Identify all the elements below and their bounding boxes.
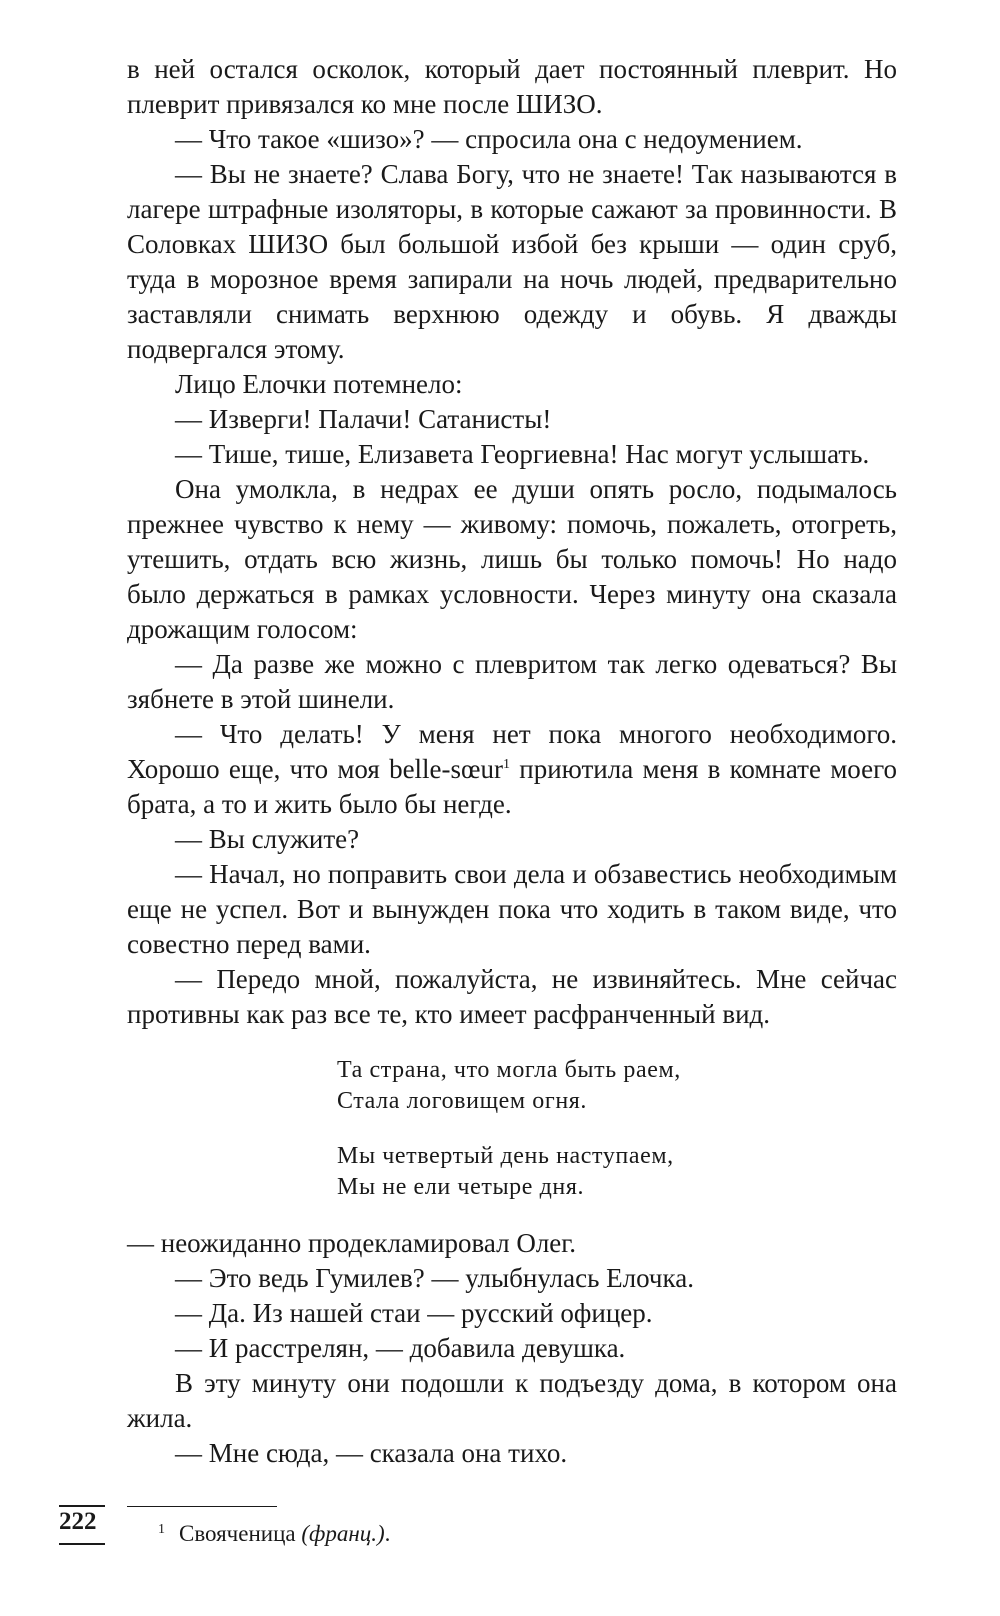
poem-quote — [337, 1055, 897, 1203]
paragraph: — Вы не знаете? Слава Богу, что не знаете! Так называются в лагере штрафные изоляторы, в которые сажают за провинности. В Соловках ШИЗО был большой избой без крыши — один сруб, туда в морозное время запирали на ночь людей, предварительно заставляли снимать верхнюю одежду и обувь. Я дважды подвергался этому. — [127, 159, 897, 364]
footnote-text: Свояченица — [179, 1521, 302, 1546]
footnote — [158, 1515, 390, 1549]
poem-line: Та страна, что могла быть раем, — [337, 1057, 681, 1083]
footnote-end: . — [384, 1521, 391, 1546]
poem-line: Мы четвертый день наступаем, — [337, 1143, 674, 1169]
paragraph: — Что такое «шизо»? — спросила она с недоумением. — [175, 124, 803, 154]
poem-stanza — [337, 1141, 897, 1203]
paragraph: — Это ведь Гумилев? — улыбнулась Елочка. — [175, 1263, 694, 1293]
paragraph: В эту минуту они подошли к подъезду дома, в котором она жила. — [127, 1368, 897, 1433]
footnote-reference[interactable]: 1 — [503, 757, 511, 772]
page-number-rule-bottom — [59, 1543, 105, 1545]
paragraph: — Да. Из нашей стаи — русский офицер. — [175, 1298, 653, 1328]
page-number: 222 — [59, 1508, 97, 1535]
paragraph: в ней остался осколок, который дает постоянный плеврит. Но плеврит привязался ко мне после ШИЗО. — [127, 54, 897, 119]
body-text — [127, 52, 897, 1471]
paragraph: — Изверги! Палачи! Сатанисты! — [175, 404, 552, 434]
poem-line: Стала логовищем огня. — [337, 1088, 588, 1114]
paragraph: — неожиданно продекламировал Олег. — [127, 1228, 577, 1258]
paragraph-with-footnote — [127, 717, 897, 822]
paragraph-text-after: приютила меня в комнате моего брата, а то и жить было бы негде. — [127, 754, 897, 819]
poem-stanza — [337, 1055, 897, 1117]
paragraph: — Вы служите? — [175, 824, 360, 854]
paragraph: — И расстрелян, — добавила девушка. — [175, 1333, 626, 1363]
paragraph: — Начал, но поправить свои дела и обзавестись необходимым еще не успел. Вот и вынужден пока что ходить в таком виде, что совестно перед вами. — [127, 859, 897, 959]
footnote-number: 1 — [158, 1522, 165, 1537]
paragraph: Она умолкла, в недрах ее души опять росло, подымалось прежнее чувство к нему — живому: помочь, пожалеть, отогреть, утешить, отдать всю жизнь, лишь бы только помочь! Но надо было держаться в рамках условности. Через минуту она сказала дрожащим голосом: — [127, 474, 897, 644]
footnote-divider — [127, 1506, 277, 1507]
paragraph-text-before: — Что делать! У меня нет пока многого необходимого. Хорошо еще, что моя belle-sœur — [127, 719, 897, 784]
poem-line: Мы не ели четыре дня. — [337, 1174, 585, 1200]
footnote-italic-text: (франц.) — [301, 1521, 385, 1546]
paragraph: Лицо Елочки потемнело: — [175, 369, 463, 399]
paragraph: — Мне сюда, — сказала она тихо. — [175, 1438, 568, 1468]
paragraph: — Тише, тише, Елизавета Георгиевна! Нас могут услышать. — [175, 439, 870, 469]
paragraph: — Да разве же можно с плевритом так легко одеваться? Вы зябнете в этой шинели. — [127, 649, 897, 714]
paragraph: — Передо мной, пожалуйста, не извиняйтесь. Мне сейчас противны как раз все те, кто имеет расфранченный вид. — [127, 964, 897, 1029]
